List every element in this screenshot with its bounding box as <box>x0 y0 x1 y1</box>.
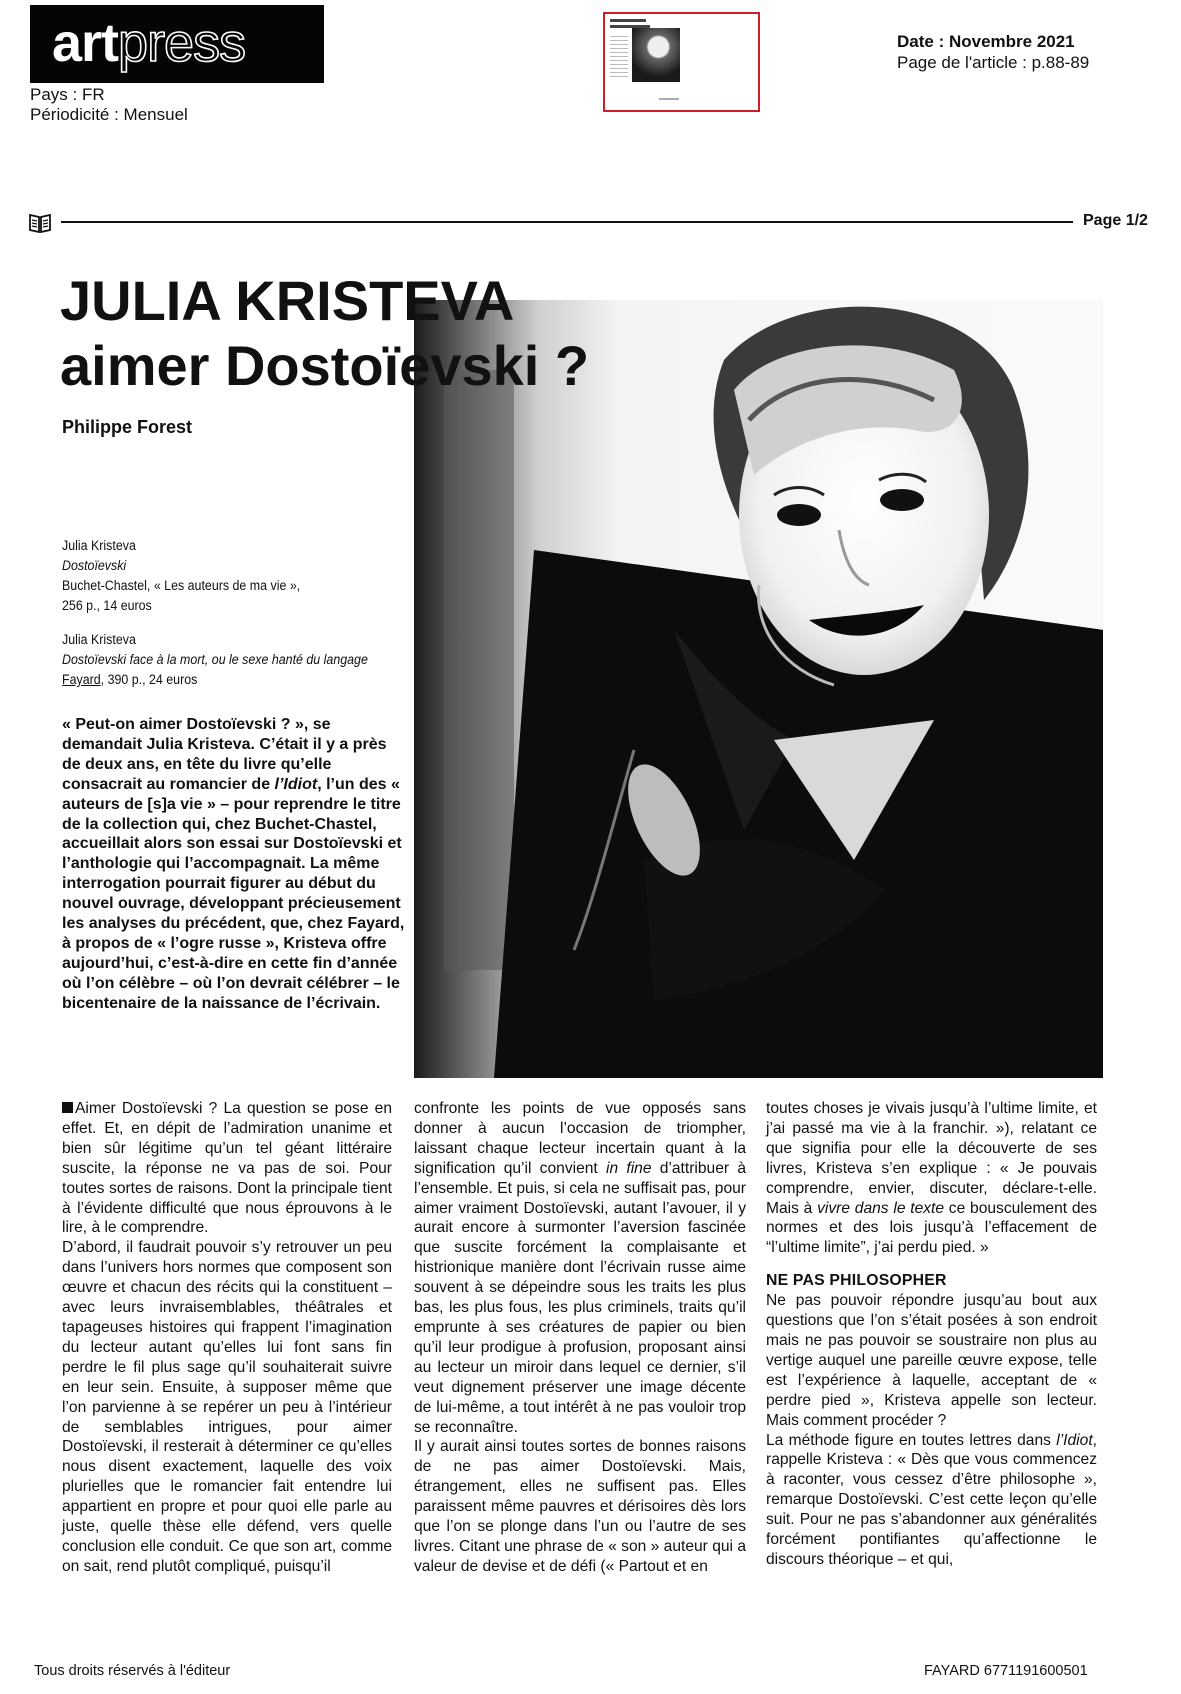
section-subheading: NE PAS PHILOSOPHER <box>766 1272 947 1290</box>
book-references <box>62 536 375 690</box>
ref2-details: , 390 p., 24 euros <box>100 672 198 687</box>
header-rule <box>61 221 1073 223</box>
body-column-2 <box>414 1099 746 1577</box>
ref1-author: Julia Kristeva <box>62 538 136 553</box>
logo-text <box>52 7 245 79</box>
article-meta <box>897 31 1089 73</box>
artpress-logo <box>30 5 324 83</box>
col3-p1-text-a: toutes choses je vivais jusqu’à l’ultime limite, et j’ai passé ma vie à la franchir. »), relatant ce que signifia pour elle la découverte de ses livres, Kristeva s’en explique : « Je pouvais comprendre, envier, discuter, déclare-t-elle. Mais à <box>766 1100 1097 1217</box>
ref1-title: Dostoïevski <box>62 558 127 573</box>
logo-press: press <box>118 13 246 73</box>
col1-p1-text: Aimer Dostoïevski ? La question se pose en effet. Et, en dépit de l’admiration unanime et bien sûr légitime qu’un tel géant littéraire suscite, la réponse ne va pas de soi. Pour toutes sortes de raisons. Dont la principale tient à l’évidente difficulté que nous éprouvons à le lire, à le comprendre. <box>62 1100 392 1237</box>
article-author: Philippe Forest <box>62 417 193 437</box>
chapeau-italic: l’Idiot <box>274 775 318 793</box>
article-pages-label: Page de l'article : p.88-89 <box>897 53 1090 72</box>
ref2-publisher-line <box>62 670 375 690</box>
page-indicator: Page 1/2 <box>1083 212 1148 229</box>
book-icon <box>28 212 52 234</box>
col3-paragraph-3 <box>766 1431 1097 1570</box>
ref2-publisher[interactable]: Fayard <box>62 672 101 687</box>
col3-p3-italic: l’Idiot <box>1056 1431 1093 1449</box>
logo-art: art <box>52 13 119 73</box>
article-title-line2: aimer Dostoïevski ? <box>60 334 590 397</box>
col2-p1-text-a: confronte les points de vue opposés sans donner à aucun l’occasion de triompher, laissant chaque lecteur incertain quant à la signification qu’il convient <box>414 1100 746 1177</box>
col3-p1-text-b: ce bousculement des normes et des lois jusqu’à l’effacement de “l’ultime limite”, j’ai perdu pied. » <box>766 1199 1097 1257</box>
col2-p1-italic: in fine <box>606 1159 652 1177</box>
col3-p3-text-a: La méthode figure en toutes lettres dans <box>766 1431 1057 1449</box>
col1-paragraph-2: D’abord, il faudrait pouvoir s’y retrouver un peu dans l’univers hors normes que composent son œuvre et chacun des récits qui la constituent – avec leurs invraisemblables, théâtrales et tapageuses histoires qui frappent l’imagination du lecteur autant qu’elles lui font sans fin perdre le fil plus sage qu’il souhaiterait suivre en leur sein. Ensuite, à supposer même que l’on parvienne à se repérer un peu à l’intérieur de semblables intrigues, pour aimer Dostoïevski, il resterait à déterminer ce qu’elles nous disent exactement, laquelle des voix plurielles que le romancier fait entendre lui appartient en propre et pour quoi elle parle au juste, quelle thèse elle défend, vers quelle conclusion elle conduit. Ce que son art, comme on sait, rend plutôt compliqué, puisqu’il <box>62 1239 392 1575</box>
periodicity-label: Périodicité : Mensuel <box>30 105 188 124</box>
col3-p3-text-b: , rappelle Kristeva : « Dès que vous commencez à raconter, vous cessez d’être philosophe », remarque Dostoïevski. C’est cette leçon qu’elle suit. Pour ne pas s’abandonner aux généralités forcément pontifiantes qu’affectionne le discours théorique – et qui, <box>766 1431 1097 1568</box>
paragraph-square-icon <box>62 1102 73 1113</box>
body-column-3 <box>766 1099 1097 1570</box>
chapeau-text-b: , l’un des « auteurs de [s]a vie » – pour reprendre le titre de la collection qui, chez Buchet-Chastel, accueillait alors son essai sur Dostoïevski et l’anthologie qui l’accompagnait. La même interrogation pourrait figurer au début du nouvel ouvrage, développant précieusement les analyses du précédent, que, chez Fayard, à propos de « l’ogre russe », Kristeva offre aujourd’hui, c’est-à-dire en cette fin d’année où l’on célèbre – où l’on devrait célébrer – le bicentenaire de la naissance de l’écrivain. <box>62 775 405 1012</box>
ref2-title: Dostoïevski face à la mort, ou le sexe hanté du langage <box>62 652 368 667</box>
col3-p1-italic: vivre dans le texte <box>817 1199 945 1217</box>
col2-p1-text-b: d’attribuer à l’ensemble. Et puis, si cela ne suffisait pas, pour aimer vraiment Dostoïevski, autant l’avouer, il y aurait encore à surmonter l’aversion fascinée que suscite forcément la complaisante et histrionique manière dont l’écrivain russe aime souvent à se dépeindre sous les traits les plus bas, les plus fous, les plus criminels, traits qu’il emprunte à ses créatures de papier ou bien qu’il leur prodigue à profusion, proposant ainsi au lecteur un miroir dans lequel ce dernier, s’il veut dignement préserver une image décente de lui-même, a tout intérêt à ne pas vouloir trop se reconnaître. <box>414 1159 746 1436</box>
col3-paragraph-2: Ne pas pouvoir répondre jusqu’au bout aux questions que l’on s’était posées à son endroit mais ne pas pouvoir se soustraire non plus au vertige auquel une pareille œuvre expose, telle est l’expérience à laquelle, acceptant de « perdre pied », Kristeva appelle son lecteur. Mais comment procéder ? <box>766 1292 1097 1429</box>
col2-paragraph-2: Il y aurait ainsi toutes sortes de bonnes raisons de ne pas aimer Dostoïevski. Mais, étrangement, elles ne suffisent pas. Elles paraissent même pauvres et dérisoires dès lors que l’on se plonge dans l’un ou l’autre de ses livres. Citant une phrase de « son » auteur qui a valeur de devise et de défi (« Partout et en <box>414 1438 747 1575</box>
country-label: Pays : FR <box>30 85 105 104</box>
col2-paragraph-1 <box>414 1099 746 1437</box>
footer-rights: Tous droits réservés à l'éditeur <box>34 1663 231 1679</box>
date-label: Date : Novembre 2021 <box>897 32 1075 51</box>
article-title-line1: JULIA KRISTEVA <box>60 269 515 332</box>
ref1-publisher: Buchet-Chastel, « Les auteurs de ma vie », <box>62 578 301 593</box>
chapeau-text-a: « Peut-on aimer Dostoïevski ? », se demandait Julia Kristeva. C’était il y a près de deux ans, en tête du livre qu’elle consacrait au romancier de <box>62 716 387 793</box>
page-thumbnail[interactable] <box>603 12 760 112</box>
body-column-1 <box>62 1099 392 1577</box>
article-chapeau <box>62 715 405 1014</box>
ref2-author: Julia Kristeva <box>62 632 136 647</box>
ref1-details: 256 p., 14 euros <box>62 598 152 613</box>
publication-meta <box>30 85 188 125</box>
col1-paragraph-1 <box>62 1099 392 1238</box>
footer-code: FAYARD 6771191600501 <box>924 1663 1088 1679</box>
portrait-photo <box>414 300 1103 1078</box>
col3-paragraph-1 <box>766 1099 1097 1258</box>
